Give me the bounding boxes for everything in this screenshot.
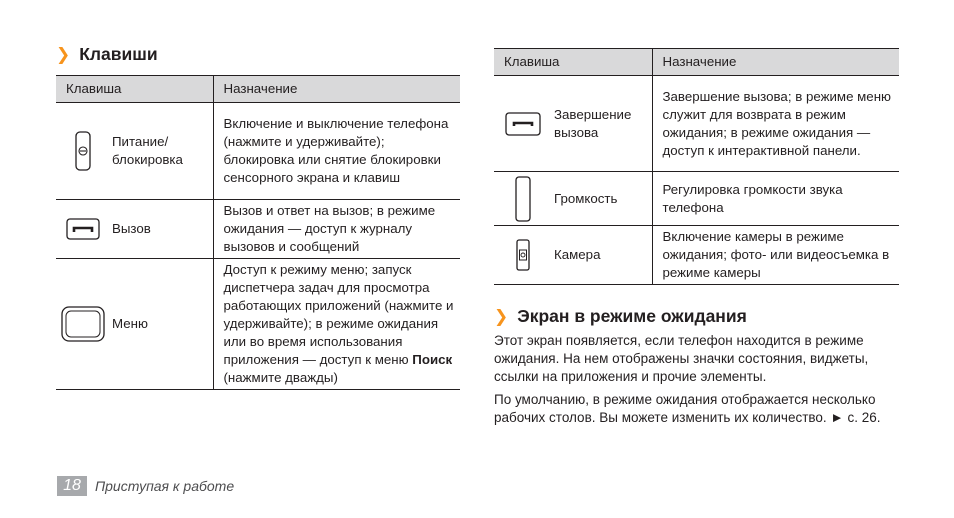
section-title: Клавиши xyxy=(79,44,158,64)
table-row xyxy=(494,172,899,226)
paragraph: По умолчанию, в режиме ожидания отображается несколько рабочих столов. Вы можете изменить их количество. ► с. 26. xyxy=(494,392,881,425)
key-name: Меню xyxy=(110,259,213,390)
key-description: Завершение вызова; в режиме меню служит для возврата в режим ожидания; в режиме ожидания — доступ к интерактивной панели. xyxy=(652,76,899,172)
call-key-icon xyxy=(56,200,110,259)
table-row xyxy=(56,259,460,390)
paragraph: Этот экран появляется, если телефон находится в режиме ожидания. На нем отображены значки состояния, виджеты, ссылки на приложения и прочие элементы. xyxy=(494,333,869,384)
table-row xyxy=(56,200,460,259)
key-description: Доступ к режиму меню; запуск диспетчера задач для просмотра работающих приложений (нажмите и удерживайте); в режиме ожидания или во время использования приложения — доступ к меню Поиск (нажмите дважды) xyxy=(213,259,460,390)
chapter-title: Приступая к работе xyxy=(95,478,235,494)
section-heading-standby xyxy=(494,306,747,327)
table-row xyxy=(494,76,899,172)
key-name: Питание/ блокировка xyxy=(110,103,213,200)
table-header-row xyxy=(56,76,460,103)
section-heading-keys xyxy=(56,44,158,65)
key-description: Включение камеры в режиме ожидания; фото- или видеосъемка в режиме камеры xyxy=(652,226,899,285)
volume-key-icon xyxy=(494,172,552,226)
key-name: Завершение вызова xyxy=(552,76,652,172)
chevron-right-icon: ❯ xyxy=(56,44,71,64)
key-description: Регулировка громкости звука телефона xyxy=(652,172,899,226)
key-name: Громкость xyxy=(552,172,652,226)
end-call-key-icon xyxy=(494,76,552,172)
key-description: Вызов и ответ на вызов; в режиме ожидания — доступ к журналу вызовов и сообщений xyxy=(213,200,460,259)
camera-key-icon xyxy=(494,226,552,285)
menu-key-icon xyxy=(56,259,110,390)
keys-table-left xyxy=(56,75,460,390)
section-title: Экран в режиме ожидания xyxy=(517,306,747,326)
column-header-purpose: Назначение xyxy=(652,49,899,76)
page-footer xyxy=(57,476,234,496)
table-header-row xyxy=(494,49,899,76)
search-menu-term: Поиск xyxy=(412,352,453,367)
page-number: 18 xyxy=(57,476,87,496)
chevron-right-icon: ❯ xyxy=(494,306,509,326)
table-row xyxy=(56,103,460,200)
key-description: Включение и выключение телефона (нажмите и удерживайте); блокировка или снятие блокировки сенсорного экрана и клавиш xyxy=(213,103,460,200)
column-header-purpose: Назначение xyxy=(213,76,460,103)
keys-table-right xyxy=(494,48,899,285)
column-header-key: Клавиша xyxy=(56,76,213,103)
key-name: Вызов xyxy=(110,200,213,259)
column-header-key: Клавиша xyxy=(494,49,652,76)
key-name: Камера xyxy=(552,226,652,285)
table-row xyxy=(494,226,899,285)
power-lock-key-icon xyxy=(56,103,110,200)
